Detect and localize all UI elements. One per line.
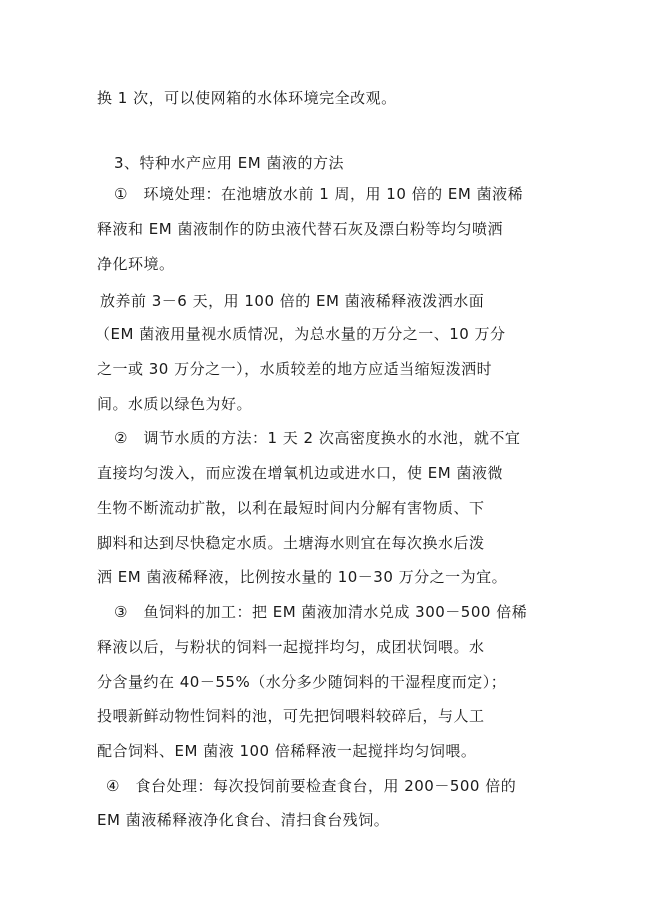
- text-line: 分含量约在 40－55%（水分多少随饲料的干湿程度而定）；: [97, 673, 507, 691]
- text-line: 放养前 3－6 天，用 100 倍的 EM 菌液稀释液泼洒水面: [100, 292, 485, 310]
- text-line: （EM 菌液用量视水质情况，为总水量的万分之一、10 万分: [95, 325, 506, 343]
- text-line: ② 调节水质的方法：1 天 2 次高密度换水的水池，就不宜: [114, 429, 521, 447]
- text-line: 之一或 30 万分之一），水质较差的地方应适当缩短泼洒时: [97, 360, 493, 378]
- text-line: 脚料和达到尽快稳定水质。土塘海水则宜在每次换水后泼: [97, 534, 485, 552]
- text-line: 直接均匀泼入，而应泼在增氧机边或进水口，使 EM 菌液微: [97, 464, 503, 482]
- text-line: ③ 鱼饲料的加工：把 EM 菌液加清水兑成 300－500 倍稀: [114, 603, 528, 621]
- text-line: 换 1 次，可以使网箱的水体环境完全改观。: [97, 89, 397, 107]
- text-line: EM 菌液稀释液净化食台、清扫食台残饲。: [97, 811, 390, 829]
- text-line: 释液以后，与粉状的饲料一起搅拌均匀，成团状饲喂。水: [97, 638, 485, 656]
- text-line: 生物不断流动扩散，以利在最短时间内分解有害物质、下: [97, 499, 485, 517]
- text-line: 间。水质以绿色为好。: [97, 395, 253, 413]
- text-line: 释液和 EM 菌液制作的防虫液代替石灰及漂白粉等均匀喷洒: [97, 220, 503, 238]
- text-line: 投喂新鲜动物性饲料的池，可先把饲喂料较碎后，与人工: [97, 707, 485, 725]
- text-line: 净化环境。: [97, 255, 175, 273]
- section-heading: 3、特种水产应用 EM 菌液的方法: [114, 154, 345, 172]
- text-line: 配合饲料、EM 菌液 100 倍稀释液一起搅拌均匀饲喂。: [97, 742, 477, 760]
- text-line: 洒 EM 菌液稀释液，比例按水量的 10－30 万分之一为宜。: [97, 568, 508, 586]
- text-line: ④ 食台处理：每次投饲前要检查食台，用 200－500 倍的: [106, 777, 517, 795]
- text-line: ① 环境处理：在池塘放水前 1 周，用 10 倍的 EM 菌液稀: [114, 185, 524, 203]
